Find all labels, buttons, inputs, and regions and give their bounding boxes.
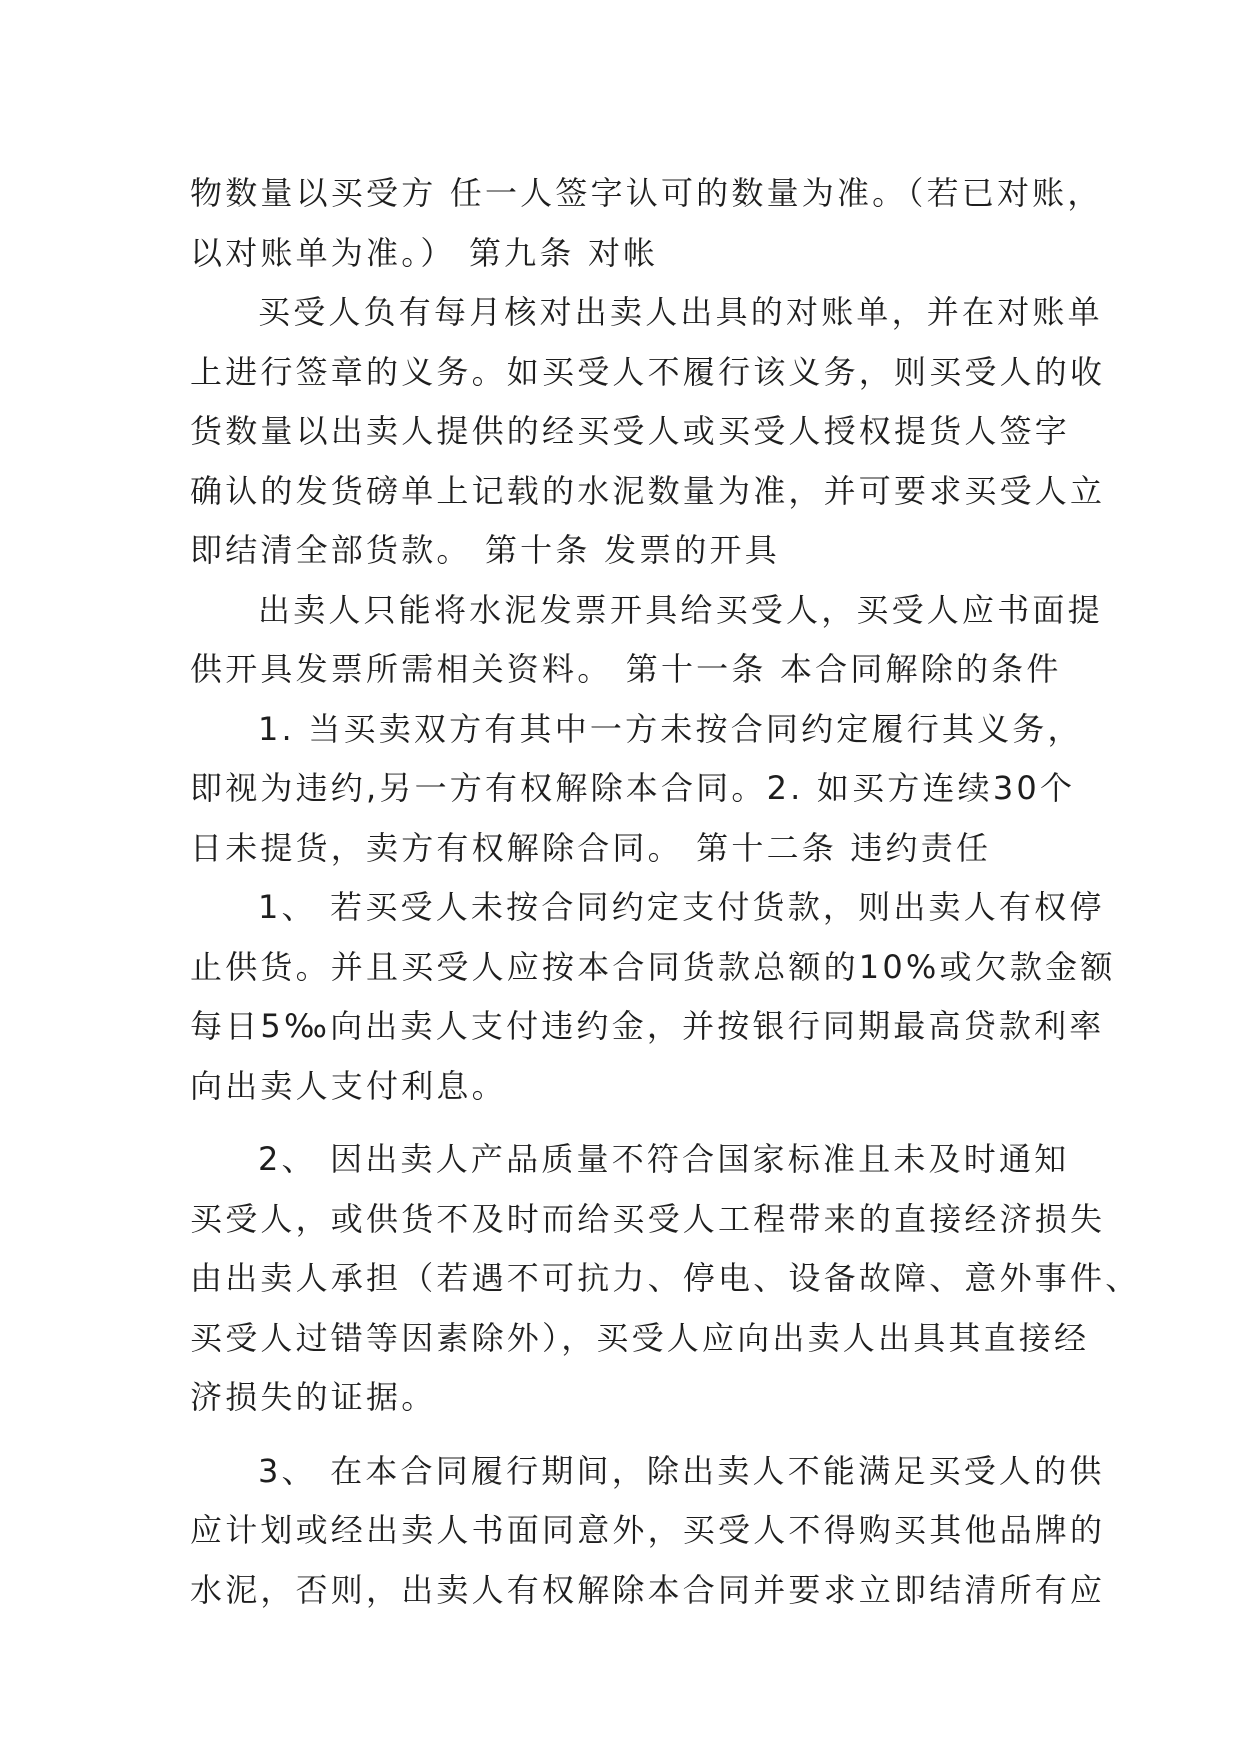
text-line: 济损失的证据。 [190,1378,437,1416]
text-line: 买受人过错等因素除外），买受人应向出卖人出具其直接经 [190,1318,1090,1357]
text-line: 买受人负有每月核对出卖人出具的对账单，并在对账单 [258,293,1103,331]
text-line: 每日5‰向出卖人支付违约金，并按银行同期最高贷款利率 [190,1007,1105,1045]
text-line: 日未提货，卖方有权解除合同。 第十二条 违约责任 [190,828,992,867]
text-line: 向出卖人支付利息。 [190,1066,507,1105]
text-line: 1、 若买受人未按合同约定支付货款，则出卖人有权停 [258,888,1105,926]
text-line: 上进行签章的义务。如买受人不履行该义务，则买受人的收 [190,352,1106,391]
text-line: 止供货。并且买受人应按本合同货款总额的10%或欠款金额 [190,947,1116,986]
text-line: 以对账单为准。） 第九条 对帐 [190,233,659,272]
text-line: 出卖人只能将水泥发票开具给买受人，买受人应书面提 [258,590,1103,629]
text-line: 2、 因出卖人产品质量不符合国家标准且未及时通知 [258,1140,1070,1178]
text-line: 即视为违约,另一方有权解除本合同。2. 如买方连续30个 [190,769,1076,807]
text-line: 货数量以出卖人提供的经买受人或买受人授权提货人签字 [190,412,1071,450]
text-line: 买受人，或供货不及时而给买受人工程带来的直接经济损失 [190,1199,1106,1238]
text-line: 由出卖人承担（若遇不可抗力、停电、设备故障、意外事件、 [190,1259,1141,1297]
text-line: 应计划或经出卖人书面同意外，买受人不得购买其他品牌的 [190,1511,1106,1549]
text-line: 1. 当买卖双方有其中一方未按合同约定履行其义务， [258,709,1083,748]
document-body [190,164,1141,1620]
text-line: 物数量以买受方 任一人签字认可的数量为准。（若已对账， [190,174,1103,212]
text-line: 即结清全部货款。 第十条 发票的开具 [190,531,780,569]
text-line: 确认的发货磅单上记载的水泥数量为准，并可要求买受人立 [190,471,1106,510]
text-line: 供开具发票所需相关资料。 第十一条 本合同解除的条件 [190,650,1062,688]
text-line: 3、 在本合同履行期间，除出卖人不能满足买受人的供 [258,1451,1105,1490]
text-line: 水泥，否则，出卖人有权解除本合同并要求立即结清所有应 [190,1570,1106,1609]
